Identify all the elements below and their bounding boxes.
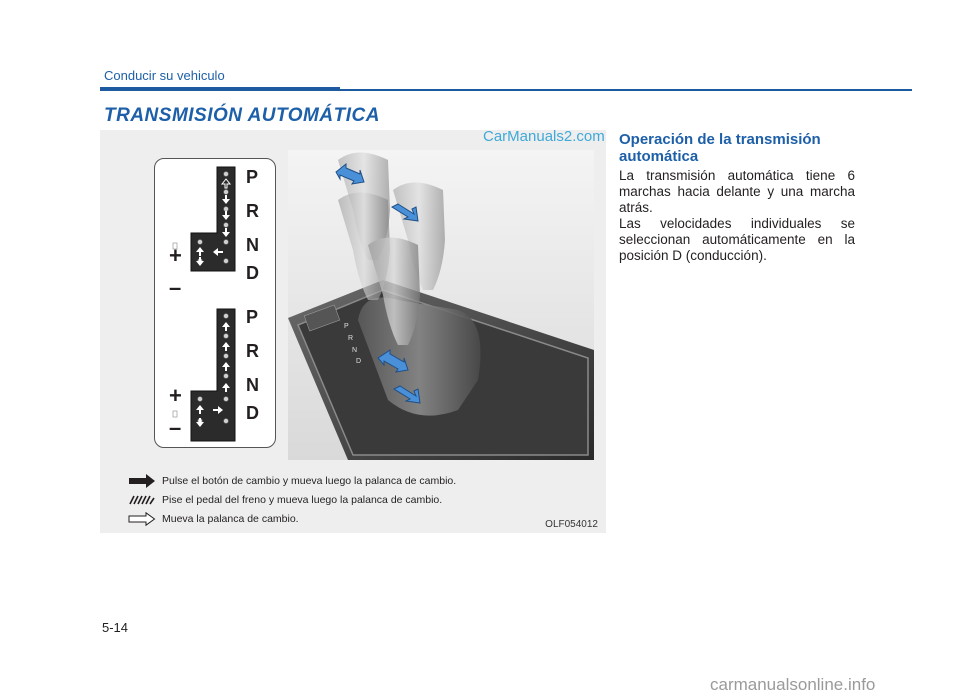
gate-letter-p: P	[246, 307, 259, 327]
svg-text:D: D	[356, 358, 362, 365]
section-title: TRANSMISIÓN AUTOMÁTICA	[104, 105, 380, 126]
figure-panel	[100, 130, 606, 533]
legend-row	[128, 474, 528, 490]
gear-lever-illustration	[288, 150, 594, 460]
outline-arrow-icon	[128, 512, 156, 526]
solid-arrow-icon	[128, 474, 156, 488]
legend-row	[128, 493, 528, 509]
body-paragraph: Las velocidades individuales se seleccionan automáticamente en la posición D (conducción).	[619, 216, 855, 263]
header-rule-thin	[340, 89, 912, 91]
gate-letter-r: R	[246, 201, 259, 221]
watermark: CarManuals2.com	[483, 128, 605, 145]
page-number: 5-14	[102, 620, 129, 635]
gate-letter-p: P	[246, 167, 259, 187]
svg-text:P: P	[344, 323, 349, 330]
legend-text: Pise el pedal del freno y mueva luego la palanca de cambio.	[162, 494, 443, 506]
gate-plus: +	[169, 243, 182, 268]
body-paragraph: La transmisión automática tiene 6 marchas hacia delante y una marcha atrás.	[619, 168, 855, 215]
hatched-arrow-icon	[128, 493, 156, 507]
figure-code: OLF054012	[545, 519, 598, 530]
gate-minus: –	[169, 415, 182, 440]
shift-gate-diagram	[154, 158, 276, 448]
svg-text:R: R	[348, 335, 354, 342]
svg-text:N: N	[352, 347, 358, 354]
gate-letter-r: R	[246, 341, 259, 361]
subsection-title: Operación de la transmisión automática	[619, 131, 821, 165]
gate-letter-d: D	[246, 403, 259, 423]
legend-text: Mueva la palanca de cambio.	[162, 513, 299, 525]
legend-text: Pulse el botón de cambio y mueva luego la palanca de cambio.	[162, 475, 457, 487]
gate-minus: –	[169, 275, 182, 300]
header-section-label: Conducir su vehiculo	[104, 68, 225, 83]
footer-watermark: carmanualsonline.info	[710, 675, 876, 694]
legend-row	[128, 512, 528, 528]
gate-plus: +	[169, 383, 182, 408]
header-rule-thick	[100, 87, 340, 91]
gate-letter-d: D	[246, 263, 259, 283]
gate-letter-n: N	[246, 375, 259, 395]
gate-letter-n: N	[246, 235, 259, 255]
